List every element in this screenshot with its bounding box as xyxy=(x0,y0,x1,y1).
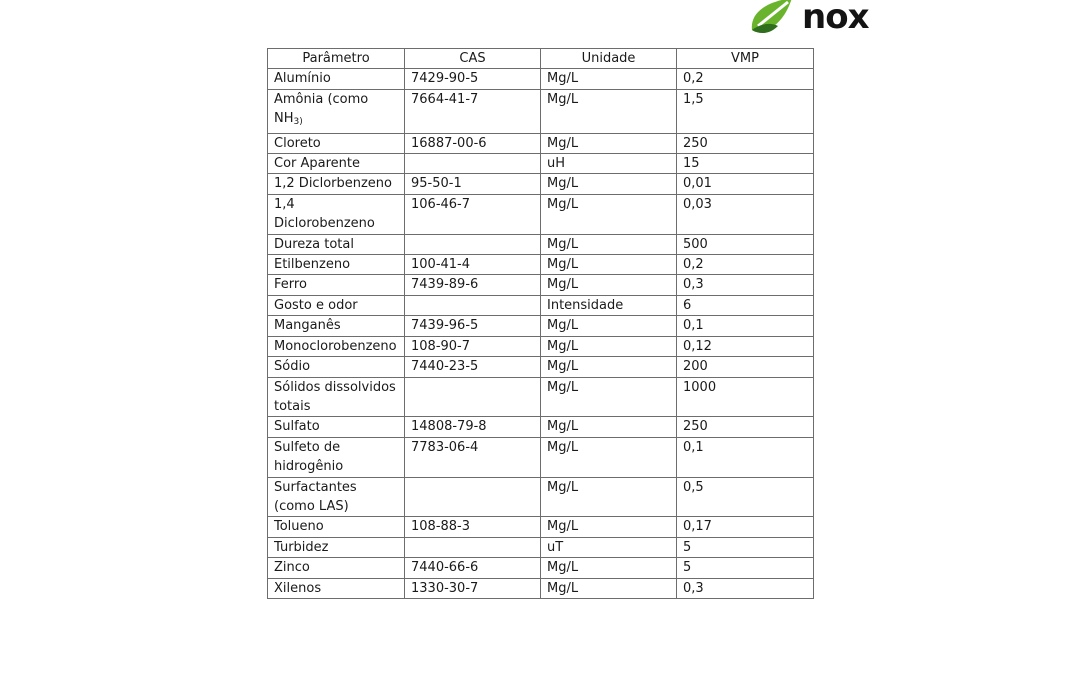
cell-vmp xyxy=(677,154,814,174)
cell-unidade-text: Mg/L xyxy=(547,359,579,375)
cell-vmp xyxy=(677,336,814,356)
table-row xyxy=(268,537,814,557)
cell-parametro xyxy=(268,517,405,537)
cell-cas xyxy=(405,194,541,234)
cell-cas-text: 108-88-3 xyxy=(411,519,471,535)
cell-parametro-text: Tolueno xyxy=(274,519,324,535)
cell-cas xyxy=(405,336,541,356)
cell-vmp xyxy=(677,517,814,537)
cell-unidade xyxy=(541,174,677,194)
cell-vmp xyxy=(677,255,814,275)
cell-unidade xyxy=(541,133,677,153)
cell-vmp xyxy=(677,578,814,598)
cell-unidade-text: Mg/L xyxy=(547,338,579,354)
cell-cas-text: 7429-90-5 xyxy=(411,71,479,87)
cell-unidade xyxy=(541,578,677,598)
table-row xyxy=(268,194,814,234)
table-row xyxy=(268,558,814,578)
cell-unidade-text: Mg/L xyxy=(547,277,579,293)
cell-cas xyxy=(405,437,541,477)
cell-cas-text: 7440-23-5 xyxy=(411,359,479,375)
cell-unidade-text: Mg/L xyxy=(547,379,579,395)
cell-vmp-text: 1,5 xyxy=(683,91,704,107)
cell-vmp-text: 15 xyxy=(683,156,700,172)
cell-parametro-text: Turbidez xyxy=(274,539,329,555)
table-row xyxy=(268,377,814,417)
cell-cas xyxy=(405,275,541,295)
cell-cas xyxy=(405,558,541,578)
cell-cas xyxy=(405,357,541,377)
cell-vmp xyxy=(677,194,814,234)
table-row xyxy=(268,154,814,174)
cell-cas-text: 7439-96-5 xyxy=(411,318,479,334)
header-parametro: Parâmetro xyxy=(268,49,405,69)
cell-cas-text: 1330-30-7 xyxy=(411,580,479,596)
cell-vmp-text: 0,3 xyxy=(683,277,704,293)
cell-parametro-text: Sólidos dissolvidos totais xyxy=(274,379,396,414)
table-row xyxy=(268,275,814,295)
table-row xyxy=(268,89,814,133)
cell-vmp xyxy=(677,437,814,477)
cell-parametro-text: Zinco xyxy=(274,560,310,576)
cell-parametro xyxy=(268,255,405,275)
cell-parametro-text: Dureza total xyxy=(274,236,354,252)
cell-vmp xyxy=(677,377,814,417)
cell-vmp-text: 0,1 xyxy=(683,439,704,455)
cell-unidade-text: Mg/L xyxy=(547,419,579,435)
cell-parametro xyxy=(268,295,405,315)
cell-parametro-text: Xilenos xyxy=(274,580,322,596)
cell-unidade-text: Mg/L xyxy=(547,135,579,151)
cell-unidade xyxy=(541,537,677,557)
cell-unidade-text: Mg/L xyxy=(547,196,579,212)
table-row xyxy=(268,174,814,194)
cell-parametro-text: Sódio xyxy=(274,359,311,375)
cell-cas-text: 95-50-1 xyxy=(411,176,462,192)
cell-vmp xyxy=(677,357,814,377)
cell-parametro xyxy=(268,89,405,133)
cell-parametro-text: Surfactantes (como LAS) xyxy=(274,479,357,514)
cell-unidade-text: Mg/L xyxy=(547,479,579,495)
cell-cas-text: 7440-66-6 xyxy=(411,560,479,576)
cell-unidade xyxy=(541,417,677,437)
cell-unidade-text: Mg/L xyxy=(547,439,579,455)
cell-vmp xyxy=(677,89,814,133)
cell-unidade xyxy=(541,316,677,336)
cell-vmp-text: 1000 xyxy=(683,379,717,395)
cell-cas xyxy=(405,417,541,437)
cell-unidade-text: Mg/L xyxy=(547,236,579,252)
table-row xyxy=(268,437,814,477)
table-row xyxy=(268,417,814,437)
cell-parametro xyxy=(268,275,405,295)
table-row xyxy=(268,336,814,356)
cell-parametro-text: Manganês xyxy=(274,318,341,334)
cell-parametro xyxy=(268,578,405,598)
cell-vmp-text: 0,2 xyxy=(683,71,704,87)
cell-vmp-text: 0,01 xyxy=(683,176,712,192)
cell-cas-text: 100-41-4 xyxy=(411,257,471,273)
cell-vmp xyxy=(677,69,814,89)
cell-unidade xyxy=(541,255,677,275)
cell-vmp xyxy=(677,234,814,254)
cell-cas xyxy=(405,174,541,194)
table-row xyxy=(268,357,814,377)
cell-cas xyxy=(405,234,541,254)
cell-cas xyxy=(405,377,541,417)
header-unidade: Unidade xyxy=(541,49,677,69)
cell-unidade xyxy=(541,357,677,377)
cell-cas xyxy=(405,578,541,598)
cell-cas-text: 7783-06-4 xyxy=(411,439,479,455)
cell-unidade xyxy=(541,477,677,517)
cell-unidade-text: Mg/L xyxy=(547,91,579,107)
cell-vmp-text: 0,2 xyxy=(683,257,704,273)
cell-parametro-subscript: 3) xyxy=(293,117,303,128)
table-row xyxy=(268,316,814,336)
cell-cas xyxy=(405,316,541,336)
cell-vmp xyxy=(677,537,814,557)
cell-parametro xyxy=(268,537,405,557)
cell-unidade-text: uH xyxy=(547,156,566,172)
cell-unidade-text: Mg/L xyxy=(547,176,579,192)
cell-parametro xyxy=(268,357,405,377)
cell-cas-text: 108-90-7 xyxy=(411,338,471,354)
cell-cas xyxy=(405,255,541,275)
cell-parametro-text: Ferro xyxy=(274,277,307,293)
table-row xyxy=(268,69,814,89)
cell-vmp xyxy=(677,558,814,578)
cell-vmp-text: 250 xyxy=(683,135,708,151)
cell-parametro-text: 1,2 Diclorbenzeno xyxy=(274,176,392,192)
table-row xyxy=(268,517,814,537)
table-row xyxy=(268,133,814,153)
cell-parametro xyxy=(268,417,405,437)
brand-logo-text: nox xyxy=(802,0,869,36)
table-row xyxy=(268,477,814,517)
cell-cas-text: 106-46-7 xyxy=(411,196,471,212)
cell-parametro-text: 1,4 Diclorobenzeno xyxy=(274,196,375,232)
cell-unidade-text: uT xyxy=(547,539,564,555)
cell-cas xyxy=(405,295,541,315)
cell-cas xyxy=(405,133,541,153)
table-row xyxy=(268,295,814,315)
cell-parametro xyxy=(268,377,405,417)
header-vmp: VMP xyxy=(677,49,814,69)
cell-cas xyxy=(405,537,541,557)
cell-cas xyxy=(405,69,541,89)
cell-parametro-text: Gosto e odor xyxy=(274,297,358,313)
cell-unidade xyxy=(541,194,677,234)
cell-parametro xyxy=(268,558,405,578)
cell-unidade xyxy=(541,558,677,578)
cell-parametro xyxy=(268,336,405,356)
cell-parametro-text: Sulfato xyxy=(274,419,320,435)
cell-unidade xyxy=(541,154,677,174)
cell-vmp xyxy=(677,477,814,517)
cell-unidade-text: Mg/L xyxy=(547,560,579,576)
table-row xyxy=(268,255,814,275)
cell-unidade-text: Mg/L xyxy=(547,318,579,334)
cell-cas xyxy=(405,89,541,133)
cell-cas-text: 14808-79-8 xyxy=(411,419,487,435)
cell-cas xyxy=(405,477,541,517)
cell-unidade-text: Mg/L xyxy=(547,257,579,273)
cell-vmp-text: 0,17 xyxy=(683,519,712,535)
cell-parametro xyxy=(268,69,405,89)
cell-unidade-text: Mg/L xyxy=(547,519,579,535)
table-row xyxy=(268,234,814,254)
cell-cas-text: 7439-89-6 xyxy=(411,277,479,293)
cell-vmp-text: 500 xyxy=(683,236,708,252)
cell-vmp xyxy=(677,316,814,336)
brand-logo xyxy=(748,0,898,36)
cell-unidade xyxy=(541,89,677,133)
cell-cas-text: 16887-00-6 xyxy=(411,135,487,151)
cell-parametro xyxy=(268,234,405,254)
cell-parametro xyxy=(268,133,405,153)
table-row xyxy=(268,578,814,598)
cell-cas xyxy=(405,154,541,174)
cell-parametro xyxy=(268,477,405,517)
cell-parametro-text: Alumínio xyxy=(274,71,331,87)
cell-cas-text: 7664-41-7 xyxy=(411,91,479,107)
cell-vmp-text: 5 xyxy=(683,539,692,555)
cell-vmp-text: 200 xyxy=(683,359,708,375)
cell-unidade xyxy=(541,517,677,537)
cell-unidade-text: Mg/L xyxy=(547,71,579,87)
cell-cas xyxy=(405,517,541,537)
cell-parametro xyxy=(268,194,405,234)
cell-vmp-text: 0,12 xyxy=(683,338,712,354)
cell-vmp-text: 0,3 xyxy=(683,580,704,596)
cell-unidade xyxy=(541,69,677,89)
cell-parametro-text: Cloreto xyxy=(274,135,321,151)
cell-vmp-text: 6 xyxy=(683,297,692,313)
cell-unidade xyxy=(541,275,677,295)
cell-vmp xyxy=(677,417,814,437)
leaf-icon xyxy=(748,0,802,36)
cell-unidade xyxy=(541,437,677,477)
cell-vmp xyxy=(677,174,814,194)
parameters-table xyxy=(267,48,814,599)
cell-parametro xyxy=(268,174,405,194)
cell-parametro-text: Amônia (como NH xyxy=(274,91,369,127)
cell-parametro xyxy=(268,154,405,174)
cell-parametro-text: Sulfeto de hidrogênio xyxy=(274,439,344,475)
cell-unidade xyxy=(541,377,677,417)
cell-unidade-text: Mg/L xyxy=(547,580,579,596)
cell-parametro-text: Monoclorobenzeno xyxy=(274,338,397,354)
cell-parametro-text: Cor Aparente xyxy=(274,156,361,172)
cell-vmp-text: 5 xyxy=(683,560,692,576)
cell-unidade xyxy=(541,234,677,254)
cell-unidade xyxy=(541,336,677,356)
cell-vmp xyxy=(677,295,814,315)
cell-parametro-text: Etilbenzeno xyxy=(274,257,351,273)
cell-unidade xyxy=(541,295,677,315)
cell-vmp-text: 0,03 xyxy=(683,196,712,212)
cell-parametro xyxy=(268,437,405,477)
cell-parametro xyxy=(268,316,405,336)
cell-vmp-text: 250 xyxy=(683,419,708,435)
cell-vmp xyxy=(677,275,814,295)
cell-unidade-text: Intensidade xyxy=(547,297,624,313)
table-header-row xyxy=(268,49,814,69)
header-cas: CAS xyxy=(405,49,541,69)
cell-vmp xyxy=(677,133,814,153)
cell-vmp-text: 0,1 xyxy=(683,318,704,334)
cell-vmp-text: 0,5 xyxy=(683,479,704,495)
